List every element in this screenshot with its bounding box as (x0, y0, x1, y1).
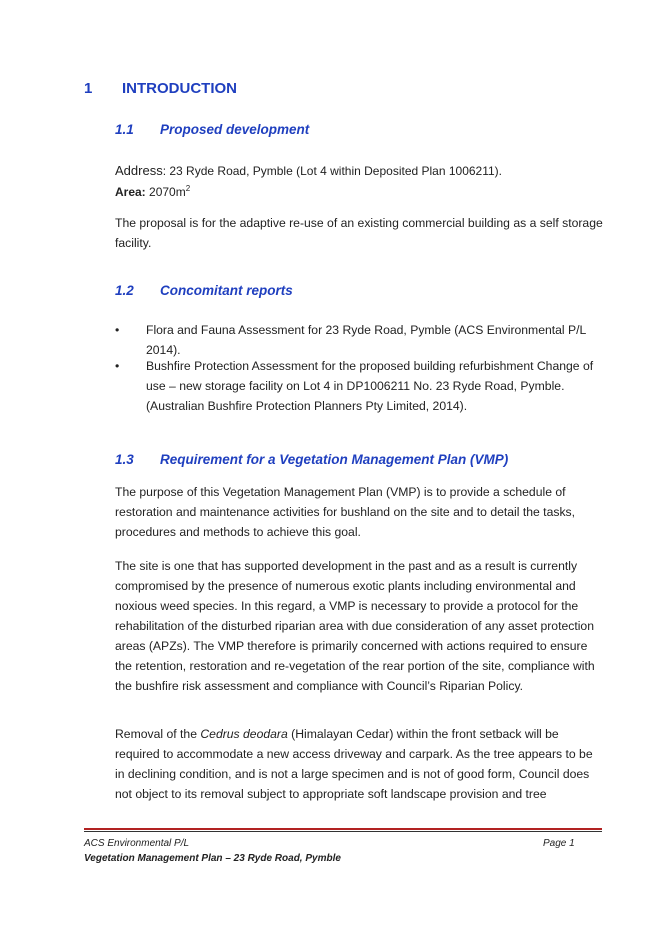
address-label: Address (115, 163, 163, 178)
footer-divider-thin (84, 831, 602, 832)
cedar-prefix: Removal of the (115, 727, 201, 741)
cedar-suffix: (Himalayan Cedar) within the front setback will be required to accommodate a new access driveway and carpark. As the tree appears to be in declining condition, and is not a large specimen and is not of good form, Council does not object to its removal subject to appropriate soft landscape provision and tree (115, 727, 593, 801)
area-superscript: 2 (185, 184, 191, 193)
section-title: Requirement for a Vegetation Management Plan (VMP) (160, 452, 509, 467)
bullet-text: Bushfire Protection Assessment for the proposed building refurbishment Change of use – new storage facility on Lot 4 in DP1006211 No. 23 Ryde Road, Pymble. (Australian Bushfire Protection Planners Pty Limited, 2014). (146, 359, 594, 413)
section-number: 1.3 (115, 452, 134, 467)
area-label: Area: (115, 185, 146, 199)
section-title: INTRODUCTION (122, 80, 237, 97)
address-block (115, 162, 502, 201)
section-number: 1.1 (115, 122, 134, 137)
section-title: Concomitant reports (160, 283, 293, 298)
footer-company: ACS Environmental P/L (84, 838, 190, 849)
bullet-text: Flora and Fauna Assessment for 23 Ryde Road, Pymble (ACS Environmental P/L 2014). (146, 323, 586, 357)
vmp-purpose-paragraph: The purpose of this Vegetation Management Plan (VMP) is to provide a schedule of restoration and maintenance activities for bushland on the site and to detail the tasks, procedures and methods to achieve this goal. (115, 485, 576, 539)
address-value: : 23 Ryde Road, Pymble (Lot 4 within Deposited Plan 1006211). (162, 164, 503, 178)
footer-document-title: Vegetation Management Plan – 23 Ryde Road, Pymble (84, 853, 341, 864)
section-title: Proposed development (160, 122, 310, 137)
footer-page-number: Page 1 (543, 838, 575, 849)
footer-divider (84, 828, 602, 830)
bullet-icon: • (115, 359, 120, 373)
species-name: Cedrus deodara (200, 727, 288, 741)
proposal-paragraph: The proposal is for the adaptive re-use of an existing commercial building as a self storage facility. (115, 216, 603, 250)
site-paragraph: The site is one that has supported development in the past and as a result is currently compromised by the presence of numerous exotic plants including environmental and noxious weed species. In this regard, a VMP is necessary to provide a protocol for the rehabilitation of the disturbed riparian area with due consideration of any asset protection areas (APZs). The VMP therefore is primarily concerned with actions required to ensure the retention, restoration and re-vegetation of the rear portion of the site, compliance with the bushfire risk assessment and compliance with Council’s Riparian Policy. (115, 559, 595, 693)
section-number: 1 (84, 80, 93, 97)
section-number: 1.2 (115, 283, 134, 298)
area-value: 2070m (145, 185, 186, 199)
bullet-icon: • (115, 323, 120, 337)
cedar-paragraph (115, 724, 605, 804)
